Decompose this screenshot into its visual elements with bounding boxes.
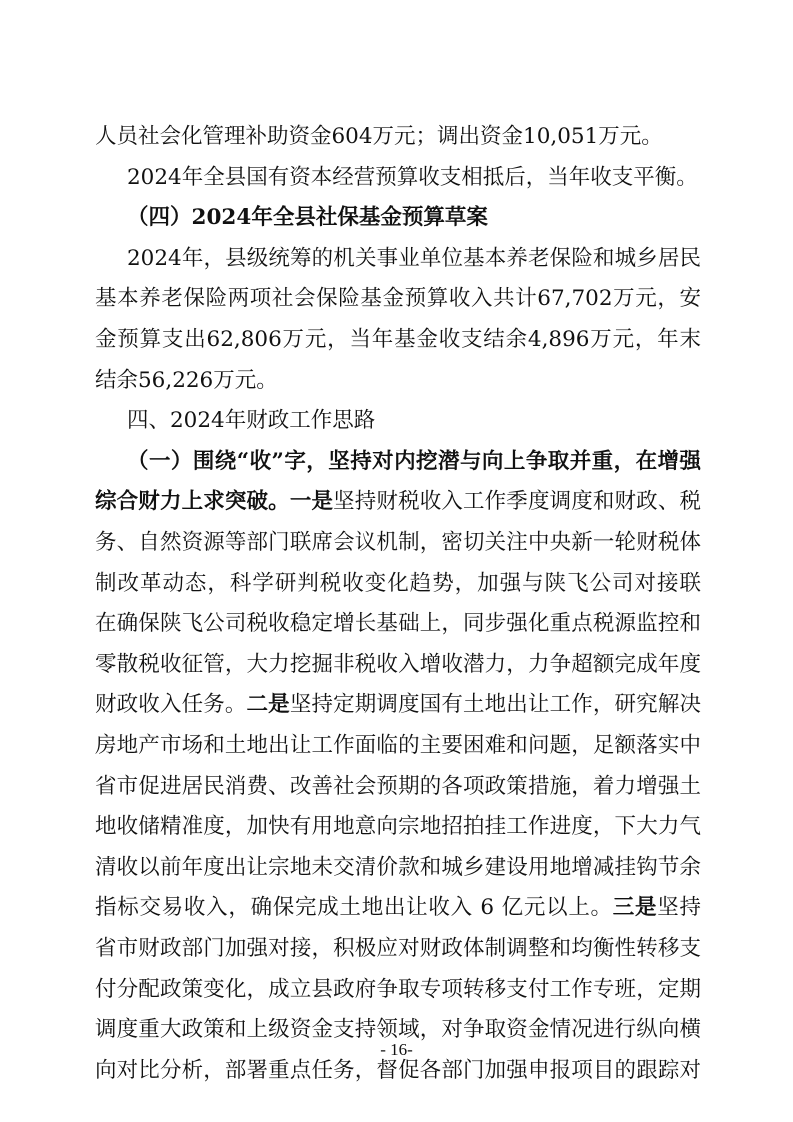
text-line	[95, 731, 701, 761]
text-line	[95, 609, 701, 639]
text-line	[95, 122, 701, 152]
text: 付分配政策变化，成立县政府争取专项转移支付工作专班，定期	[95, 976, 701, 1002]
text-line	[127, 406, 701, 436]
text: 坚持定期调度国有土地出让工作，研究解决	[289, 692, 701, 718]
text-line	[95, 284, 701, 314]
text-line	[95, 487, 701, 517]
text: 省市财政部门加强对接，积极应对财政体制调整和均衡性转移支	[95, 936, 701, 961]
text-line	[95, 772, 701, 802]
text: 坚持	[657, 895, 701, 921]
bold-text: 二是	[246, 692, 290, 718]
text: 财政收入任务。	[95, 692, 247, 718]
text: 清收以前年度出让宗地未交清价款和城乡建设用地增减挂钩节余	[95, 854, 701, 880]
text: 结余56,226万元。	[95, 367, 278, 393]
text-line	[95, 975, 701, 1005]
text: 2024年，县级统筹的机关事业单位基本养老保险和城乡居民	[127, 245, 701, 271]
text-line	[95, 366, 701, 396]
text-line	[95, 650, 701, 680]
text: 地收储精准度，加快有用地意向宗地招拍挂工作进度，下大力气	[95, 814, 701, 840]
text-line	[95, 893, 701, 923]
bold-text: 三是	[612, 895, 658, 921]
text: 调度重大政策和上级资金支持领域，对争取资金情况进行纵向横	[95, 1017, 701, 1043]
bold-text: （四）2024年全县社保基金预算草案	[127, 205, 488, 231]
page-number: - 16-	[380, 1040, 413, 1059]
text-line	[127, 244, 701, 274]
text: 人员社会化管理补助资金604万元；调出资金10,051万元。	[95, 124, 663, 149]
text: 向对比分析，部署重点任务，督促各部门加强申报项目的跟踪对	[95, 1057, 701, 1083]
text: 在确保陕飞公司税收稳定增长基础上，同步强化重点税源监控和	[95, 611, 701, 637]
text: 四、2024年财政工作思路	[127, 408, 376, 434]
text-line	[95, 812, 701, 842]
text-line	[95, 528, 701, 558]
bold-text: 综合财力上求突破。一是	[95, 489, 334, 515]
text: 坚持财税收入工作季度调度和财政、税	[333, 489, 701, 515]
text-line	[95, 325, 701, 355]
bold-text: （一）围绕“收”字，坚持对内挖潜与向上争取并重，在增强	[127, 448, 701, 474]
text: 制改革动态，科学研判税收变化趋势，加强与陕飞公司对接联	[95, 570, 701, 596]
text-line	[127, 203, 701, 233]
text-line	[127, 447, 701, 477]
text-line	[95, 690, 701, 720]
text: 指标交易收入，确保完成土地出让收入 6 亿元以上。	[95, 895, 613, 921]
text-line	[95, 569, 701, 599]
text: 基本养老保险两项社会保险基金预算收入共计67,702万元，安	[95, 286, 701, 312]
text-line	[95, 1056, 701, 1086]
text-line	[95, 934, 701, 964]
text-line	[95, 853, 701, 883]
text: 金预算支出62,806万元，当年基金收支结余4,896万元，年末	[95, 327, 701, 352]
text-line	[127, 163, 701, 193]
text: 零散税收征管，大力挖掘非税收入增收潜力，力争超额完成年度	[95, 651, 701, 677]
text: 务、自然资源等部门联席会议机制，密切关注中央新一轮财税体	[95, 530, 701, 555]
text: 省市促进居民消费、改善社会预期的各项政策措施，着力增强土	[95, 773, 701, 799]
text: 房地产市场和土地出让工作面临的主要困难和问题，足额落实中	[95, 733, 701, 758]
text: 2024年全县国有资本经营预算收支相抵后，当年收支平衡。	[127, 164, 698, 190]
